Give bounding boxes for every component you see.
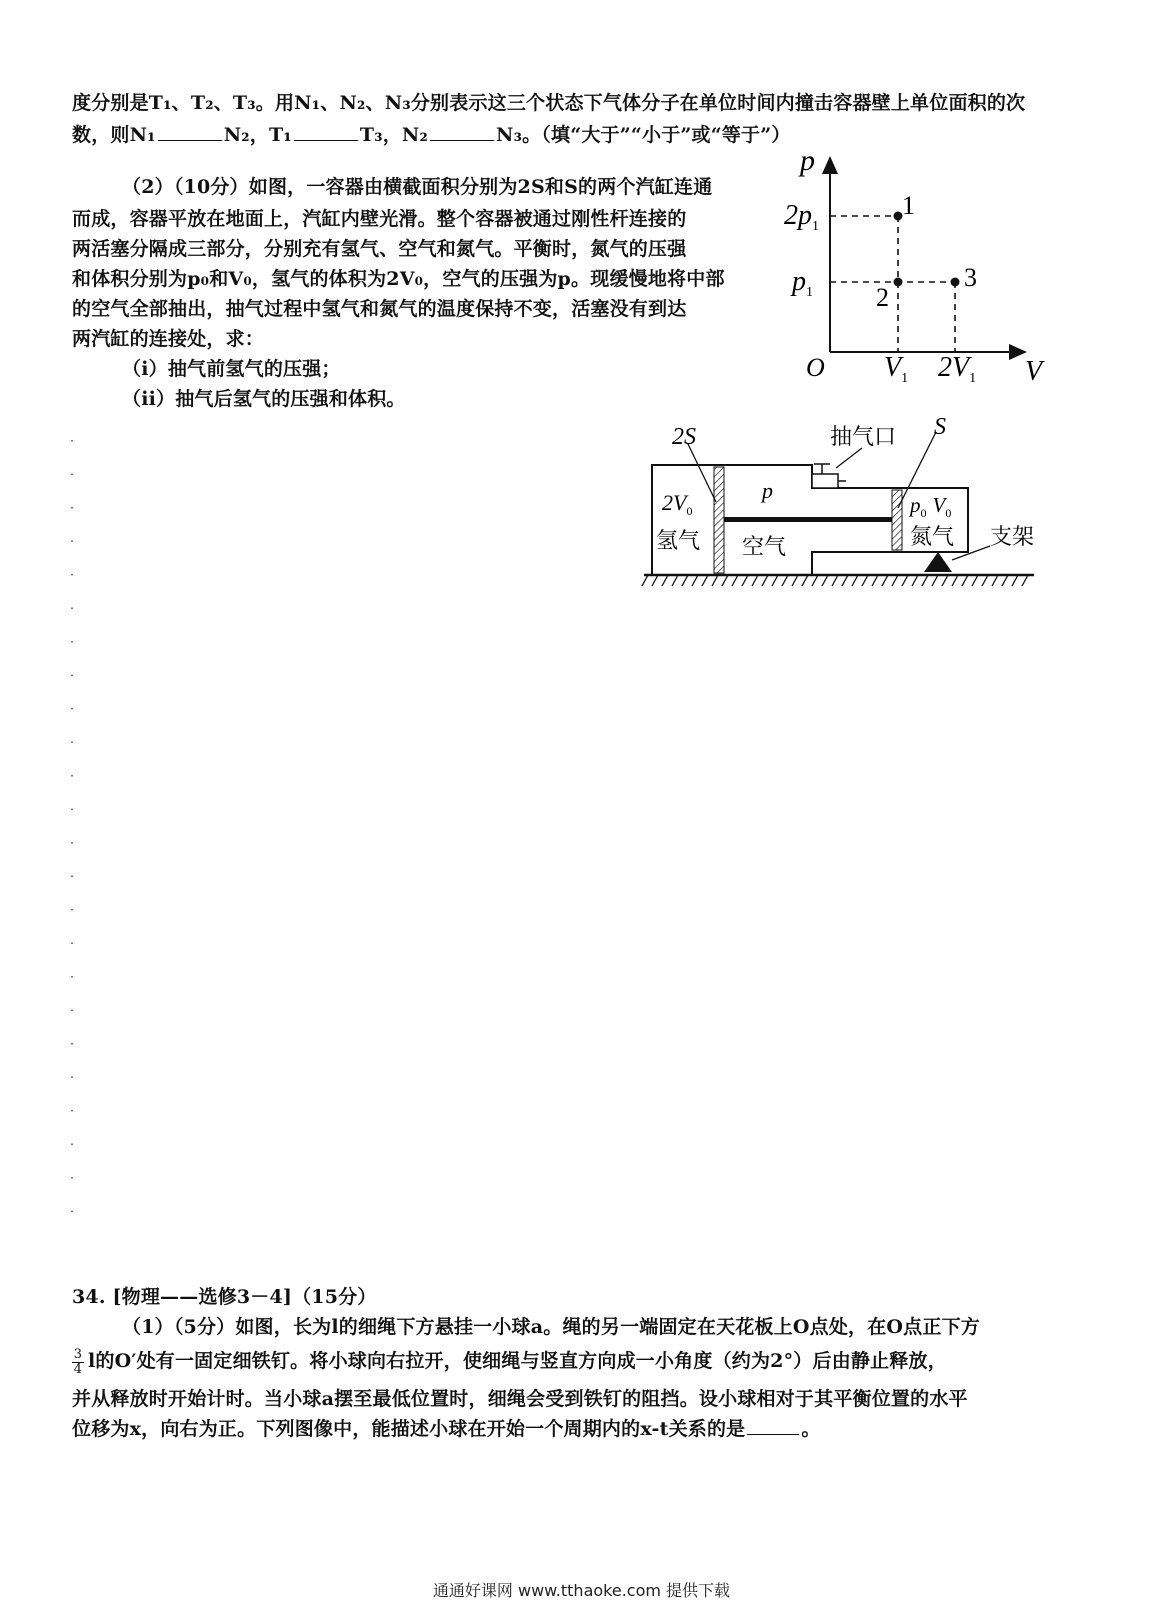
label-hydrogen-volume: $2V_0$ bbox=[662, 490, 693, 518]
outlet-valve bbox=[812, 474, 838, 488]
q33-part2-item-i: （i）抽气前氢气的压强； bbox=[122, 358, 341, 380]
label-support: 支架 bbox=[990, 524, 1035, 549]
q33-part2-line1: （2）（10分）如图，一容器由横截面积分别为2S和S的两个汽缸连通 bbox=[122, 176, 713, 198]
label-air: 空气 bbox=[742, 534, 787, 559]
footer-source: 通通好课网 www.tthaoke.com 提供下载 bbox=[432, 1581, 731, 1600]
support-stand bbox=[924, 552, 952, 572]
q33-part2-line4: 和体积分别为p₀和V₀，氢气的体积为2V₀，空气的压强为p。现缓慢地将中部 bbox=[72, 268, 725, 290]
pv-tick-2V1: $2V_1$ bbox=[938, 352, 977, 386]
label-2S: 2S bbox=[672, 424, 696, 450]
label-S: S bbox=[934, 414, 946, 440]
pv-y-label: p bbox=[800, 144, 815, 177]
q34-line4: 位移为x，向右为正。下列图像中，能描述小球在开始一个周期内的x-t关系的是 。 bbox=[72, 1418, 821, 1440]
label-outlet: 抽气口 bbox=[830, 424, 897, 449]
label-nitrogen-state: $p_0$ $V_0$ bbox=[910, 493, 952, 520]
q33-part2-line6: 两汽缸的连接处，求： bbox=[72, 328, 265, 350]
q33-part2-line2: 而成，容器平放在地面上，汽缸内壁光滑。整个容器被通过刚性杆连接的 bbox=[72, 208, 687, 230]
q33-part2-line3: 两活塞分隔成三部分，分别充有氢气、空气和氮气。平衡时，氮气的压强 bbox=[72, 238, 687, 260]
q33-intro-line1: 度分别是T₁、T₂、T₃。用N₁、N₂、N₃分别表示这三个状态下气体分子在单位时间内撞击容器壁上单位面积的次 bbox=[72, 92, 1026, 114]
q34-line2: $\frac{3}{4}$ l的O′处有一固定细铁钉。将小球向右拉开，使细绳与竖直方向成一小角度（约为2°）后由静止释放， bbox=[73, 1346, 947, 1377]
q33-line2-a: N₂，T₁ bbox=[223, 124, 292, 146]
pv-point-1-label: 1 bbox=[902, 191, 915, 220]
q34-line3: 并从释放时开始计时。当小球a摆至最低位置时，细绳会受到铁钉的阻挡。设小球相对于其平衡位置的水平 bbox=[72, 1388, 968, 1410]
pv-point-3-label: 3 bbox=[964, 263, 977, 292]
pv-origin: O bbox=[806, 353, 825, 382]
q33-part2-item-ii: （ii）抽气后氢气的压强和体积。 bbox=[122, 388, 406, 410]
answer-blank-q34[interactable] bbox=[747, 1416, 799, 1435]
q33-line2-b: T₃，N₂ bbox=[359, 124, 429, 146]
q34-line1: （1）（5分）如图，长为l的细绳下方悬挂一小球a。绳的另一端固定在天花板上O点处，在O点正下方 bbox=[122, 1316, 980, 1338]
q34-title: 34. [物理——选修3－4]（15分） bbox=[72, 1286, 377, 1308]
answer-blank-1[interactable] bbox=[158, 122, 222, 141]
q33-intro-line2 bbox=[72, 120, 791, 147]
q33-part2-line5: 的空气全部抽出，抽气过程中氢气和氮气的温度保持不变，活塞没有到达 bbox=[72, 298, 687, 320]
pv-point-2-label: 2 bbox=[876, 283, 889, 312]
q33-line2-c: N₃。（填“大于”“小于”或“等于”） bbox=[496, 124, 791, 146]
q33-line2-pre: 数，则N₁ bbox=[72, 124, 156, 146]
cylinder-figure bbox=[630, 412, 1050, 594]
pv-point-2 bbox=[894, 278, 903, 287]
answer-blank-2[interactable] bbox=[294, 122, 358, 141]
pv-tick-2p1: $2p_1$ bbox=[784, 200, 819, 234]
pv-x-label: V bbox=[1025, 356, 1043, 387]
label-air-pressure: p bbox=[762, 478, 773, 503]
answer-blank-3[interactable] bbox=[430, 122, 494, 141]
binding-dots bbox=[70, 440, 74, 1220]
fraction-3-4: $\frac{3}{4}$ bbox=[73, 1346, 83, 1377]
rigid-rod bbox=[724, 517, 892, 522]
pv-tick-p1: $p_1$ bbox=[792, 266, 813, 300]
label-nitrogen: 氮气 bbox=[910, 524, 955, 549]
pv-point-3 bbox=[951, 278, 960, 287]
ground-hatch bbox=[642, 575, 1028, 586]
pv-graph bbox=[770, 140, 1060, 390]
pv-tick-V1: $V_1$ bbox=[884, 352, 909, 386]
large-piston bbox=[714, 467, 724, 573]
label-hydrogen: 氢气 bbox=[656, 528, 701, 553]
small-piston bbox=[892, 490, 902, 550]
